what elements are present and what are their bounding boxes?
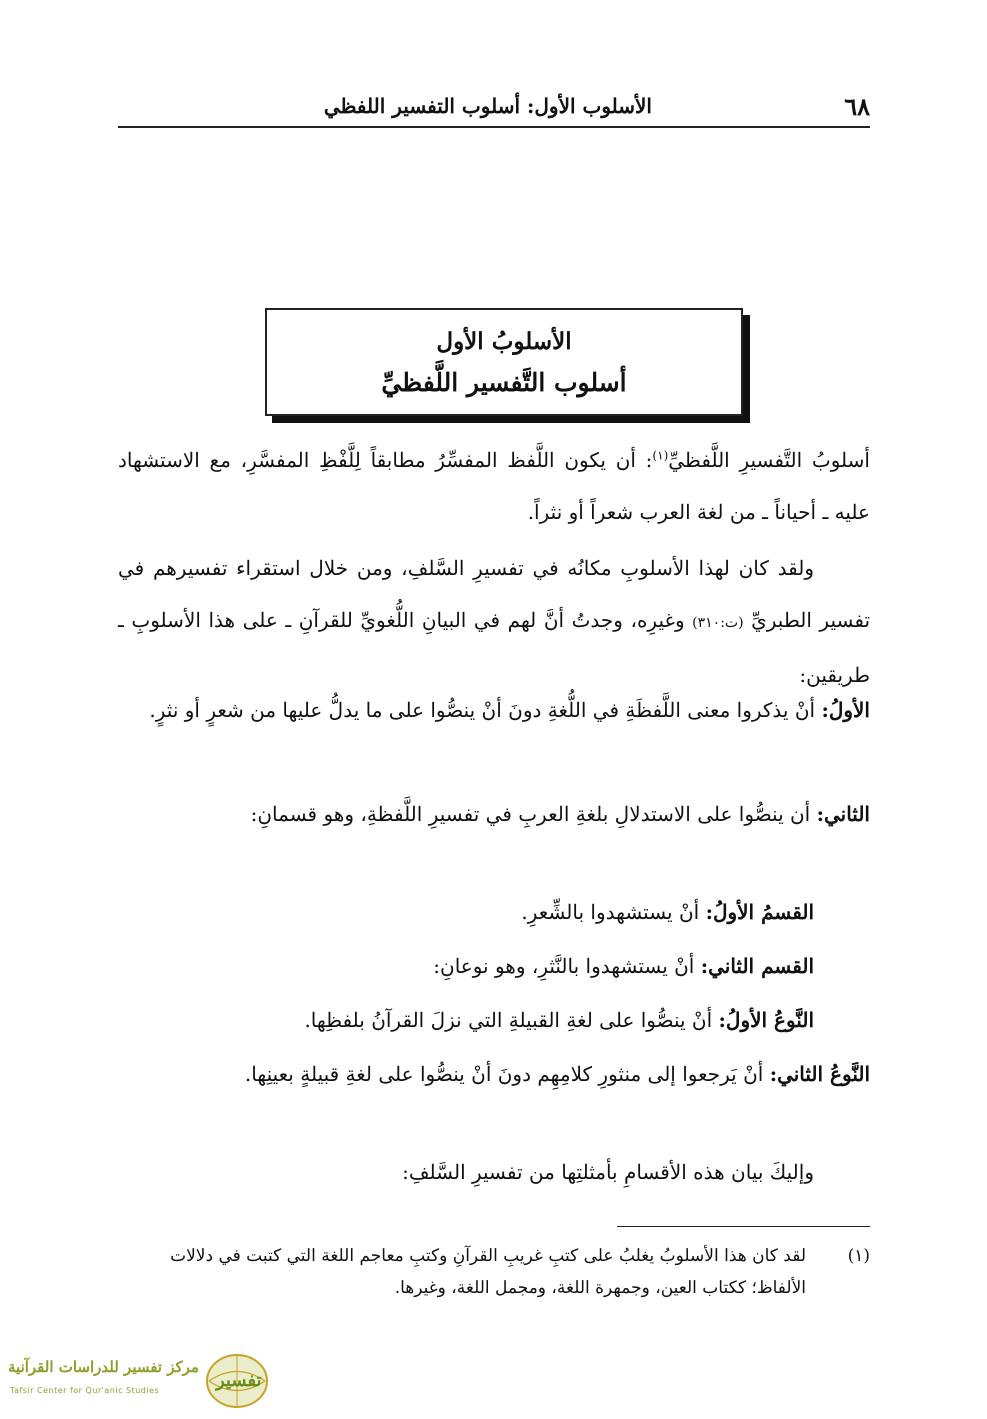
section-one-text: أنْ يستشهدوا بالشِّعرِ.	[521, 900, 700, 924]
footnote-separator	[617, 1226, 870, 1227]
logo-arabic-name: مركز تفسير للدراسات القرآنية	[8, 1358, 199, 1376]
type-one-label: النَّوعُ الأولُ:	[718, 1008, 814, 1032]
footnote-number: (١)	[847, 1246, 870, 1266]
section-two-text: أنْ يستشهدوا بالنَّثرِ، وهو نوعانِ:	[433, 954, 695, 978]
salaf-text-b: وغيرِه، وجدتُ أنَّ لهم في البيانِ اللُّغويِّ للقرآنِ ـ على هذا الأسلوبِ ـ طريقين:	[118, 608, 870, 687]
running-header-title: الأسلوب الأول: أسلوب التفسير اللفظي	[323, 94, 652, 118]
second-way-label: الثاني:	[816, 802, 870, 826]
paragraph-section-one	[118, 886, 870, 938]
first-way-text: أنْ يذكروا معنى اللَّفظَةِ في اللُّغةِ دونَ أنْ ينصُّوا على ما يدلُّ عليها من شعرٍ أو نثرٍ.	[149, 698, 816, 722]
paragraph-salaf	[118, 542, 870, 701]
page-number: ٦٨	[844, 92, 870, 121]
paragraph-type-two	[118, 1048, 870, 1100]
logo-english-name: Tafsir Center for Qur'anic Studies	[10, 1386, 160, 1395]
salaf-text-a: ولقد كان لهذا الأسلوبِ مكانُه في تفسيرِ السَّلفِ، ومن خلال استقراء تفسيرهم في تفسير الطبريِّ	[118, 556, 871, 632]
chapter-title-line1: الأسلوبُ الأول	[436, 328, 572, 355]
definition-rest: : أن يكون اللَّفظ المفسِّرُ مطابقاً لِلَّفْظِ المفسَّرِ، مع الاستشهاد عليه ـ أحياناً ـ من لغة العرب شعراً أو نثراً.	[118, 448, 870, 524]
death-date: (ت:٣١٠)	[692, 615, 744, 631]
paragraph-section-two	[118, 940, 870, 992]
type-one-text: أنْ ينصُّوا على لغةِ القبيلةِ التي نزلَ القرآنُ بلفظِها.	[304, 1008, 713, 1032]
paragraph-closing	[118, 1146, 870, 1198]
chapter-title-line2: أسلوب التَّفسير اللَّفظيِّ	[381, 368, 627, 397]
first-way-label: الأولُ:	[821, 698, 870, 722]
chapter-title-box	[265, 308, 743, 416]
paragraph-second-way	[118, 788, 870, 840]
closing-text: وإليكَ بيان هذه الأقسامِ بأمثلتِها من تفسيرِ السَّلفِ:	[402, 1160, 814, 1184]
type-two-label: النَّوعُ الثاني:	[769, 1062, 870, 1086]
paragraph-first-way	[118, 684, 870, 736]
footnote-reference: (١)	[652, 448, 669, 463]
paragraph-type-one	[118, 994, 870, 1046]
type-two-text: أنْ يَرجعوا إلى منثورِ كلامِهِم دونَ أنْ ينصُّوا على لغةِ قبيلةٍ بعينِها.	[244, 1062, 764, 1086]
paragraph-definition	[118, 434, 870, 538]
footnote-text: لقد كان هذا الأسلوبُ يغلبُ على كتبِ غريبِ القرآنِ وكتبِ معاجم اللغة التي كتبت في دلالات الألفاظ؛ ككتاب العين، وجمهرة اللغة، ومجمل اللغة، وغيرها.	[170, 1246, 806, 1298]
section-two-label: القسم الثاني:	[700, 954, 814, 978]
running-header	[118, 88, 870, 128]
publisher-logo	[4, 1352, 272, 1410]
section-one-label: القسمُ الأولُ:	[705, 900, 814, 924]
second-way-text: أن ينصُّوا على الاستدلالِ بلغةِ العربِ في تفسيرِ اللَّفظةِ، وهو قسمانِ:	[250, 802, 811, 826]
logo-mark-text: تفسير	[216, 1370, 262, 1391]
definition-lead: أسلوبُ التَّفسيرِ اللَّفظيِّ	[668, 448, 870, 472]
